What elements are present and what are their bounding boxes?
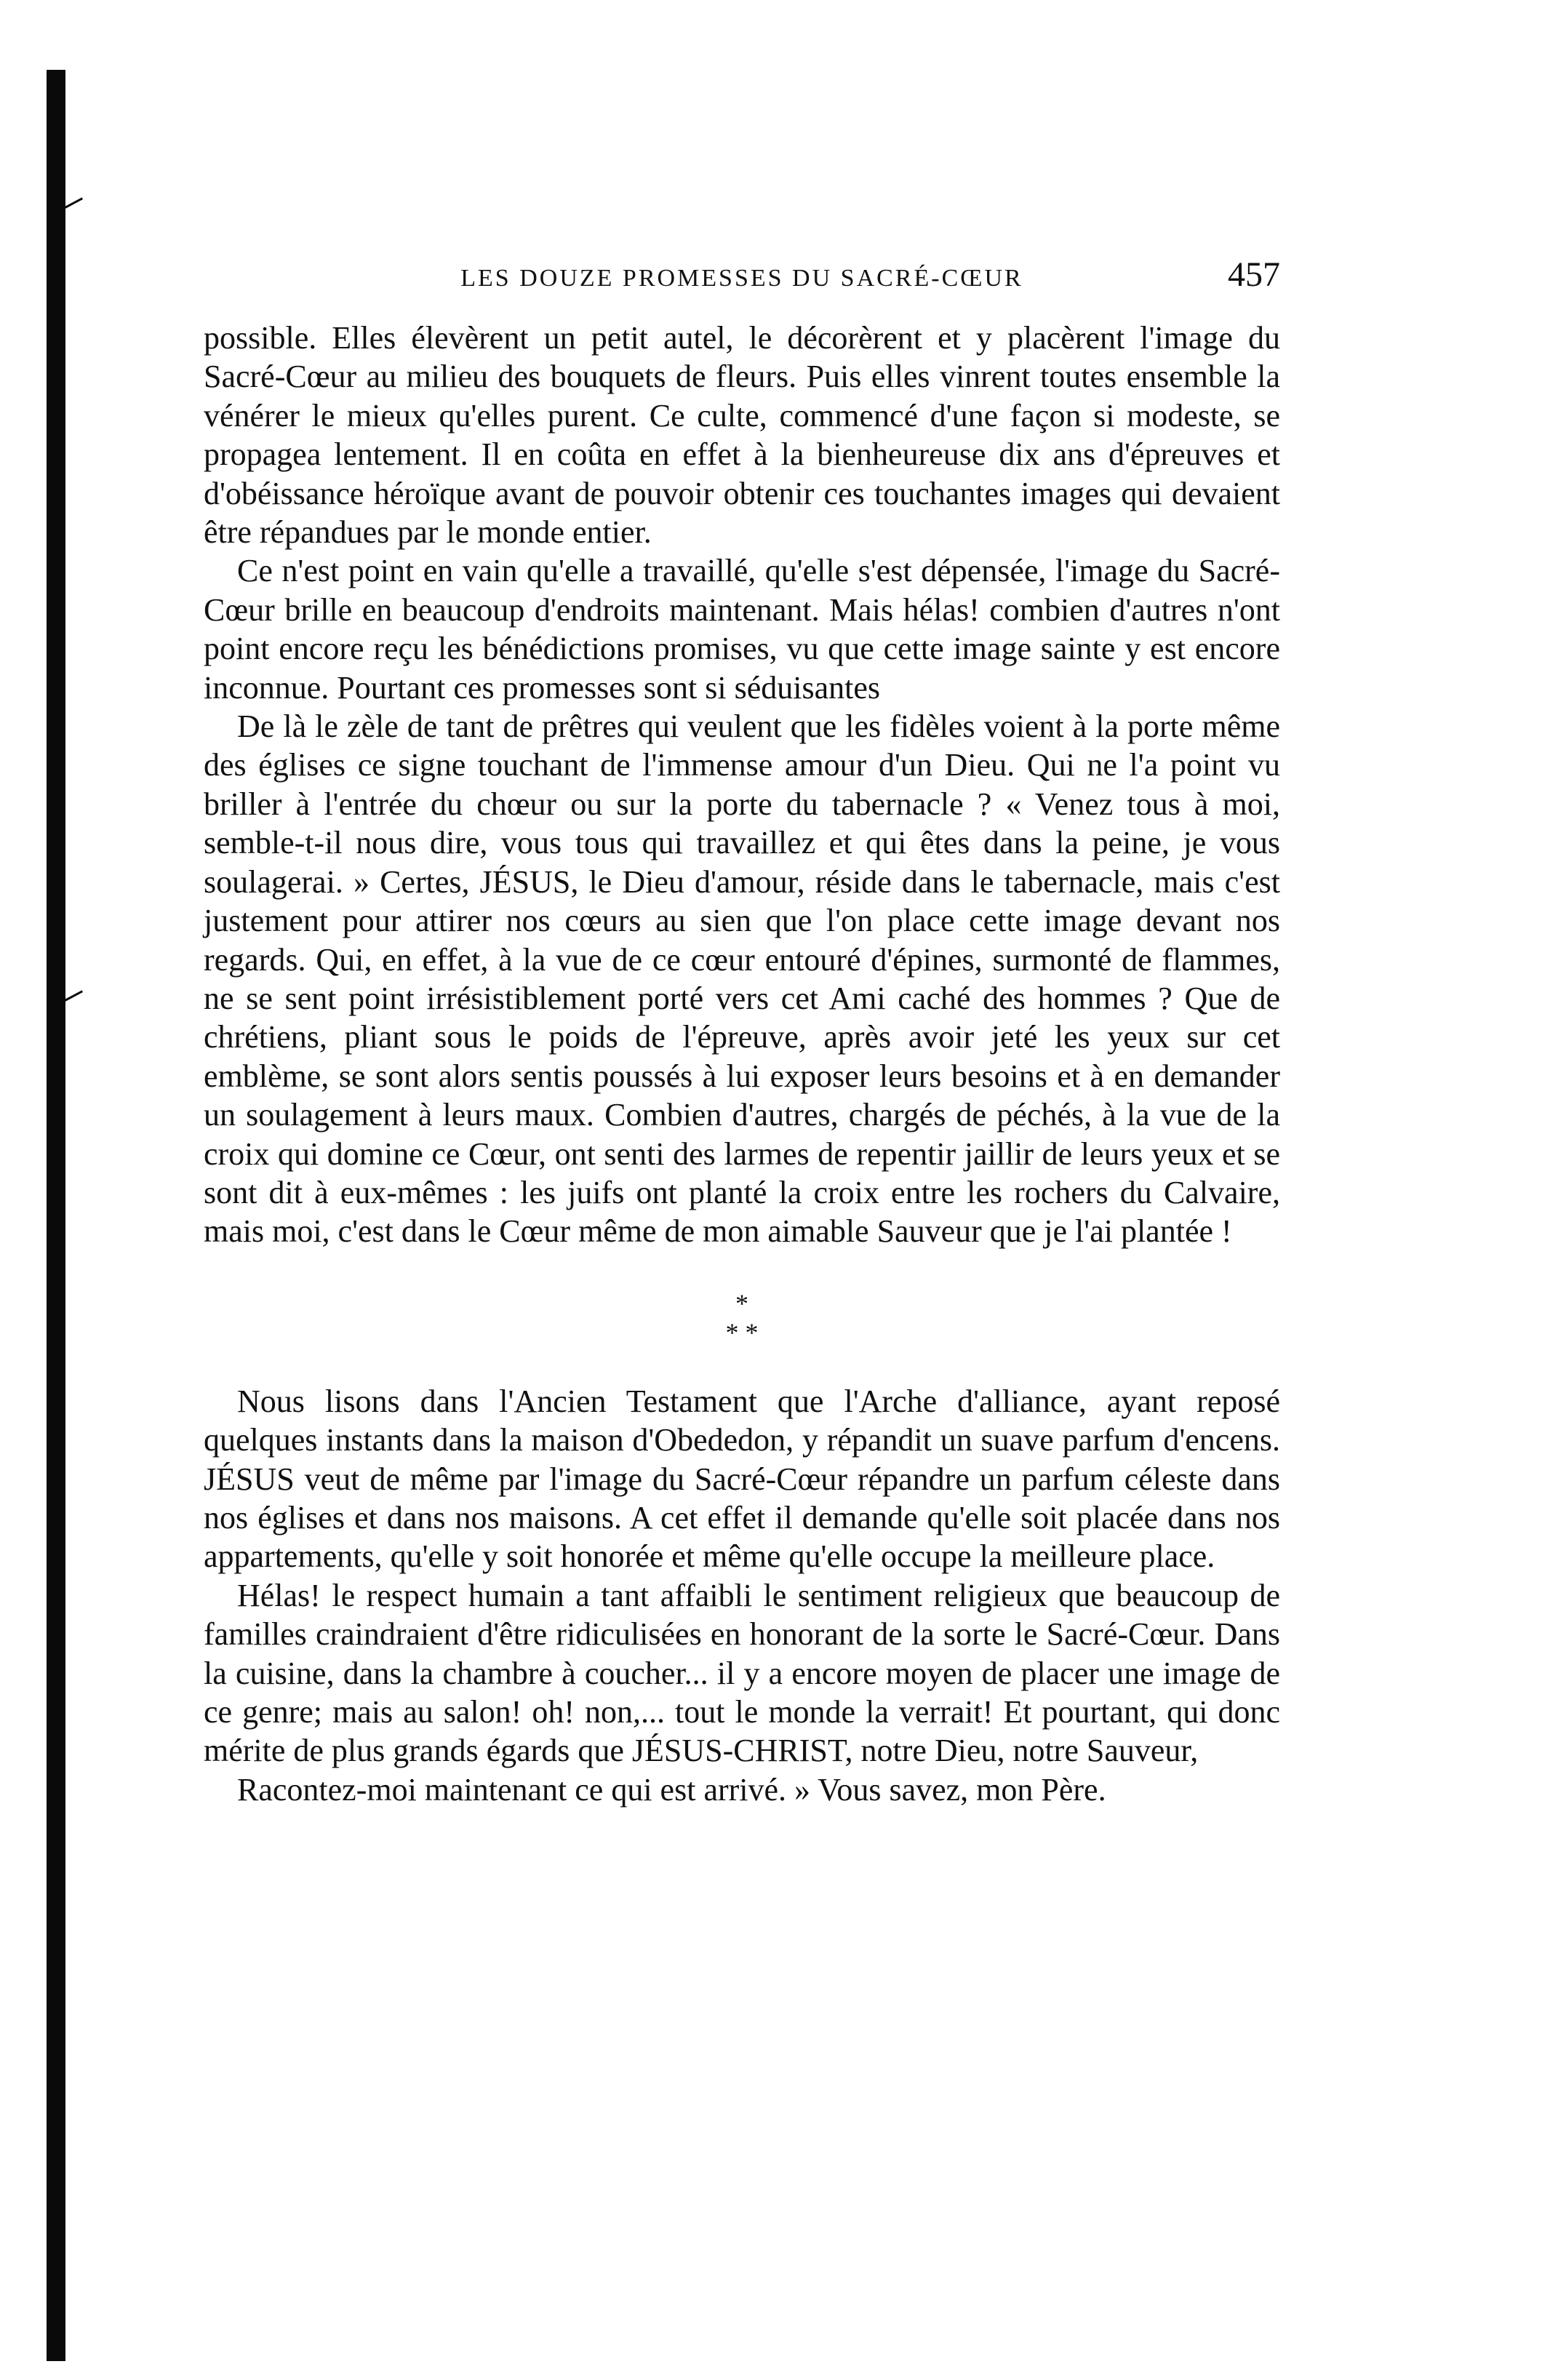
paragraph-3: De là le zèle de tant de prêtres qui veulent que les fidèles voient à la porte même des églises ce signe touchant de l'immense amour d'un Dieu. Qui ne l'a point vu briller à l'entrée du chœur ou sur la porte du tabernacle ? « Venez tous à moi, semble-t-il nous dire, vous tous qui travaillez et qui êtes dans la peine, je vous soulagerai. » Certes, JÉSUS, le Dieu d'amour, réside dans le tabernacle, mais c'est justement pour attirer nos cœurs au sien que l'on place cette image devant nos regards. Qui, en effet, à la vue de ce cœur entouré d'épines, surmonté de flammes, ne se sent point irrésistiblement porté vers cet Ami caché des hommes ? Que de chrétiens, pliant sous le poids de l'épreuve, après avoir jeté les yeux sur cet emblème, se sont alors sentis poussés à lui exposer leurs besoins et à en demander un soulagement à leurs maux. Combien d'autres, chargés de péchés, à la vue de la croix qui domine ce Cœur, ont senti des larmes de repentir jaillir de leurs yeux et se sont dit à eux-mêmes : les juifs ont planté la croix entre les rochers du Calvaire, mais moi, c'est dans le Cœur même de mon aimable Sauveur que je l'ai plantée ! [204, 708, 1280, 1250]
running-head [204, 255, 1280, 306]
paragraph-5: Hélas! le respect humain a tant affaibli le sentiment religieux que beaucoup de familles craindraient d'être ridiculisées en honorant de la sorte le Sacré-Cœur. Dans la cuisine, dans la chambre à coucher... il y a encore moyen de placer une image de ce genre; mais au salon! oh! non,... tout le monde la verrait! Et pourtant, qui donc mérite de plus grands égards que JÉSUS-CHRIST, notre Dieu, notre Sauveur, [204, 1577, 1280, 1769]
book-page [204, 255, 1280, 1809]
section-asterism [204, 1289, 1280, 1347]
paragraph-6: Racontez-moi maintenant ce qui est arrivé. » Vous savez, mon Père. [237, 1771, 1106, 1808]
asterism-top: * [735, 1288, 748, 1318]
page-number: 457 [1228, 255, 1280, 294]
asterism-bottom: * * [725, 1317, 759, 1347]
paragraph-4: Nous lisons dans l'Ancien Testament que l'Arche d'alliance, ayant reposé quelques instants dans la maison d'Obededon, y répandit un suave parfum d'encens. JÉSUS veut de même par l'image du Sacré-Cœur répandre un parfum céleste dans nos églises et dans nos maisons. A cet effet il demande qu'elle soit placée dans nos appartements, qu'elle y soit honorée et même qu'elle occupe la meilleure place. [204, 1383, 1280, 1575]
scan-binding-edge [47, 70, 65, 2361]
running-title: LES DOUZE PROMESSES DU SACRÉ-CŒUR [460, 265, 1023, 292]
paragraph-2: Ce n'est point en vain qu'elle a travaillé, qu'elle s'est dépensée, l'image du Sacré-Cœur brille en beaucoup d'endroits maintenant. Mais hélas! combien d'autres n'ont point encore reçu les bénédictions promises, vu que cette image sainte y est encore inconnue. Pourtant ces promesses sont si séduisantes [204, 553, 1280, 706]
body-text [204, 319, 1280, 1809]
paragraph-1: possible. Elles élevèrent un petit autel, le décorèrent et y placèrent l'image du Sacré-Cœur au milieu des bouquets de fleurs. Puis elles vinrent toutes ensemble la vénérer le mieux qu'elles purent. Ce culte, commencé d'une façon si modeste, se propagea lentement. Il en coûta en effet à la bienheureuse dix ans d'épreuves et d'obéissance héroïque avant de pouvoir obtenir ces touchantes images qui devaient être répandues par le monde entier. [204, 320, 1280, 551]
